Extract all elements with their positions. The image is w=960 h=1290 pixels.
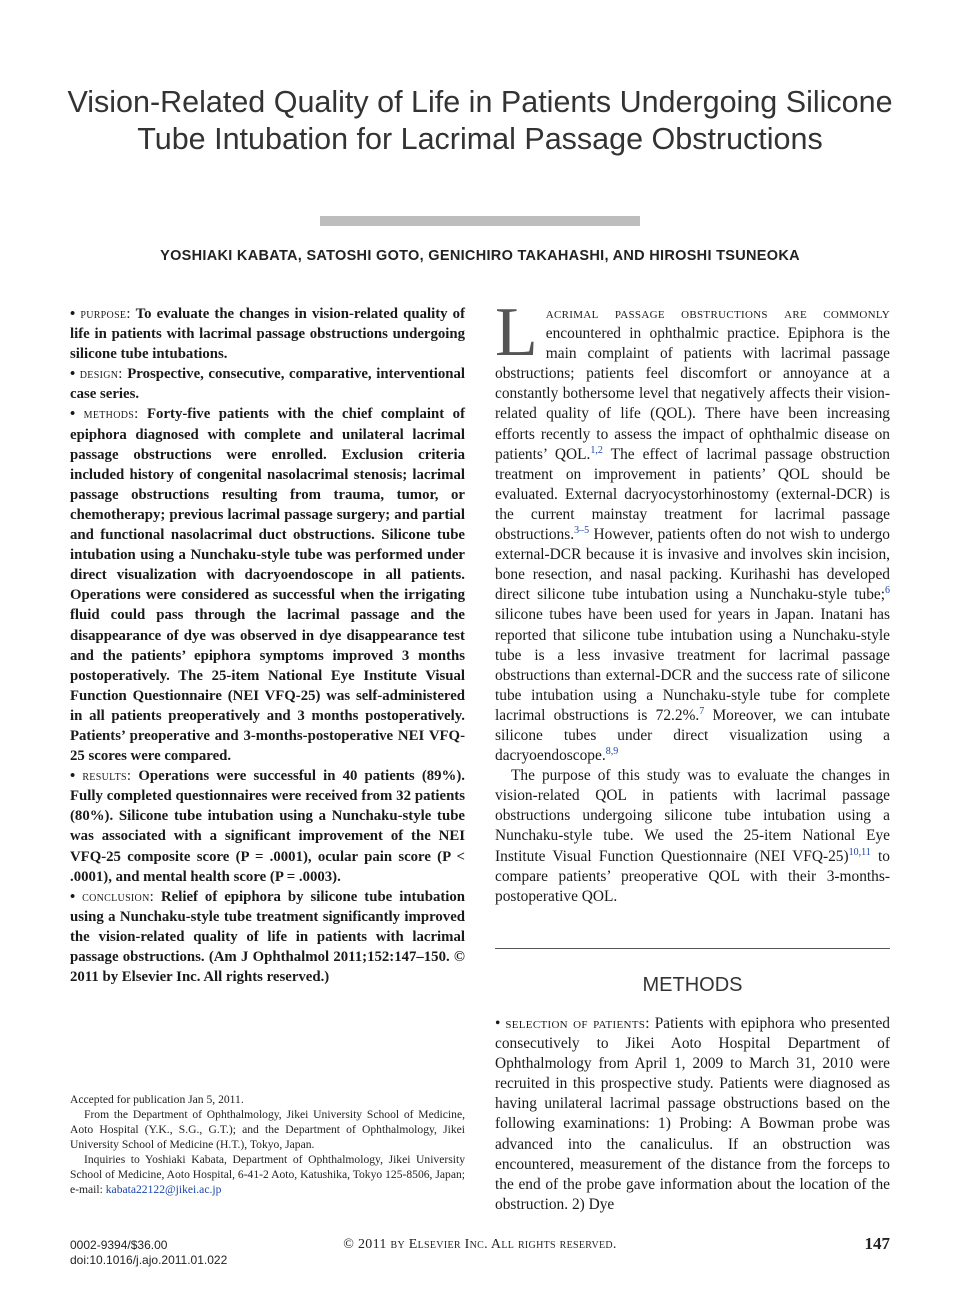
- footer-copyright: © 2011 by Elsevier Inc. All rights reserved.: [343, 1237, 617, 1252]
- author-list: YOSHIAKI KABATA, SATOSHI GOTO, GENICHIRO TAKAHASHI, AND HIROSHI TSUNEOKA: [160, 248, 800, 264]
- intro-paragraph-1: Lacrimal passage obstructions are commonly encountered in ophthalmic practice. Epiphora is the main complaint of patients with lacrimal passage obstructions; patients feel discomfort or annoyance at a constantly bothersome level that negatively affects their vision-related quality of life (QOL). There have been increasing efforts recently to assess the impact of ophthalmic disease on patients’ QOL.$^{1,2}$ The effect of lacrimal passage obstruction treatment on improvement in patients’ QOL should be evaluated. External dacryocystorhinostomy (external-DCR) is the current mainstay treatment for lacrimal passage obstructions.$^{3-5}$ However, patients often do not wish to undergo external-DCR because it is invasive and involves skin incision, bone resection, and nasal packing. Kurihashi has developed direct silicone tube intubation using a Nunchaku-style tube;$^6$ silicone tubes have been used for years in Japan. Inatani has reported that silicone tube intubation using a Nunchaku-style tube is a less invasive treatment for lacrimal passage obstructions than external-DCR and the success rate of silicone tube intubation using a Nunchaku-style tube for complete lacrimal obstructions is 72.2%.$^7$ Moreover, we can intubate silicone tubes under direct visualization using a dacryoendoscope.$^{8,9}$: [495, 294, 890, 765]
- ref-link[interactable]: 1,2: [590, 444, 603, 456]
- methods-heading: METHODS: [642, 974, 743, 996]
- title-divider-bar: [320, 216, 640, 226]
- ref-link[interactable]: 6: [885, 585, 890, 597]
- footnotes: [70, 1092, 465, 1197]
- accepted-date: Accepted for publication Jan 5, 2011.: [70, 1093, 244, 1106]
- selection-label: selection of patients:: [505, 1015, 650, 1032]
- conclusion-label: conclusion:: [82, 888, 155, 905]
- ref-link[interactable]: 7: [699, 705, 705, 717]
- abstract-column: [70, 304, 465, 987]
- drop-cap: L: [495, 294, 538, 371]
- ref-link[interactable]: 10,11: [848, 846, 871, 858]
- article-title: Vision-Related Quality of Life in Patients Undergoing Silicone Tube Intubation for Lacrimal Passage Obstructions: [67, 85, 893, 156]
- abstract-conclusion: • conclusion: Relief of epiphora by silicone tube intubation using a Nunchaku-style tube treatment significantly improved the vision-related quality of life in patients with lacrimal passage obstructions. (Am J Ophthalmol 2011;152:147–150. © 2011 by Elsevier Inc. All rights reserved.): [70, 888, 466, 986]
- ref-link[interactable]: 3–5: [574, 524, 590, 536]
- abstract-purpose: • purpose: To evaluate the changes in vision-related quality of life in patients with lacrimal passage obstructions undergoing silicone tube intubations.: [70, 306, 466, 363]
- intro-column: [495, 294, 890, 907]
- methods-paragraph: • selection of patients: Patients with epiphora who presented consecutively to Jikei Aoto Hospital Department of Ophthalmology from April 1, 2009 to March 31, 2010 were recruited in this prospective study. Patients were diagnosed as having unilateral lacrimal passage obstructions based on the following examinations: 1) Probing: A Bowman probe was advanced into the canaliculus. If an obstruction was encountered, measurement of the distance from the forceps to the end of the probe gave information about the location of the obstruction. 2) Dye: [495, 1015, 890, 1213]
- affiliation-note: From the Department of Ophthalmology, Jikei University School of Medicine, Aoto Hospital (Y.K., S.G., G.T.); and the Department of Ophthalmology, Jikei University School of Medicine (H.T.), Tokyo, Japan.: [70, 1108, 465, 1151]
- doi: doi:10.1016/j.ajo.2011.01.022: [70, 1253, 228, 1267]
- section-divider: [495, 948, 890, 949]
- citation: (Am J Ophthalmol 2011;152:147–150. © 2011 by Elsevier Inc. All rights reserved.): [70, 949, 465, 986]
- issn: 0002-9394/$36.00: [70, 1238, 168, 1252]
- inquiries-note: Inquiries to Yoshiaki Kabata, Department of Ophthalmology, Jikei University School of Medicine, Aoto Hospital, 6-41-2 Aoto, Katushika, Tokyo 125-8506, Japan; e-mail: kabata22122@jikei.ac.jp: [70, 1153, 465, 1196]
- results-label: results:: [82, 768, 132, 785]
- abstract: [70, 304, 465, 987]
- design-label: design:: [79, 366, 123, 383]
- methods-label: methods:: [83, 406, 139, 423]
- ref-link[interactable]: 8,9: [605, 745, 619, 757]
- lead-in-caps: acrimal passage obstructions are commonly: [545, 305, 890, 322]
- abstract-methods: • methods: Forty-five patients with the chief complaint of epiphora diagnosed with complete and unilateral lacrimal passage obstructions were enrolled. Exclusion criteria included history of congenital nasolacrimal stenosis; lacrimal passage obstructions resulting from trauma, tumor, or chemotherapy; previous lacrimal passage surgery; and partial and functional nasolacrimal duct obstructions. Silicone tube intubation using a Nunchaku-style tube was performed under direct visualization with dacryoendoscope in all patients. Operations were considered as successful when the irrigating fluid could pass through the lacrimal passage and the disappearance of dye was observed in dye disappearance test and the patients’ epiphora symptoms improved 3 months postoperatively. The 25-item National Eye Institute Visual Function Questionnaire (NEI VFQ-25) was self-administered in all patients preoperatively and 3 months postoperatively. Patients’ preoperative and 3-months-postoperative NEI VFQ-25 scores were compared.: [70, 406, 466, 765]
- methods-body: [495, 1014, 890, 1215]
- email-link[interactable]: kabata22122@jikei.ac.jp: [105, 1183, 222, 1196]
- purpose-label: purpose:: [80, 306, 131, 322]
- page-number: 147: [864, 1234, 890, 1253]
- abstract-results: • results: Operations were successful in 40 patients (89%). Fully completed questionnaires were received from 32 patients (80%). Silicone tube intubation using a Nunchaku-style tube was associated with a significant improvement of the NEI VFQ-25 composite score (P = .0001), ocular pain score (P < .0001), and mental health score (P = .0003).: [70, 768, 465, 885]
- abstract-design: • design: Prospective, consecutive, comparative, interventional case series.: [70, 366, 465, 403]
- intro-paragraph-2: The purpose of this study was to evaluate the changes in vision-related QOL in patients with lacrimal passage obstructions undergoing silicone tube intubation using a Nunchaku-style tube. We used the 25-item National Eye Institute Visual Function Questionnaire (NEI VFQ-25)$^{10,11}$ to compare patients’ preoperative QOL with their 3-months-postoperative QOL.: [495, 767, 890, 905]
